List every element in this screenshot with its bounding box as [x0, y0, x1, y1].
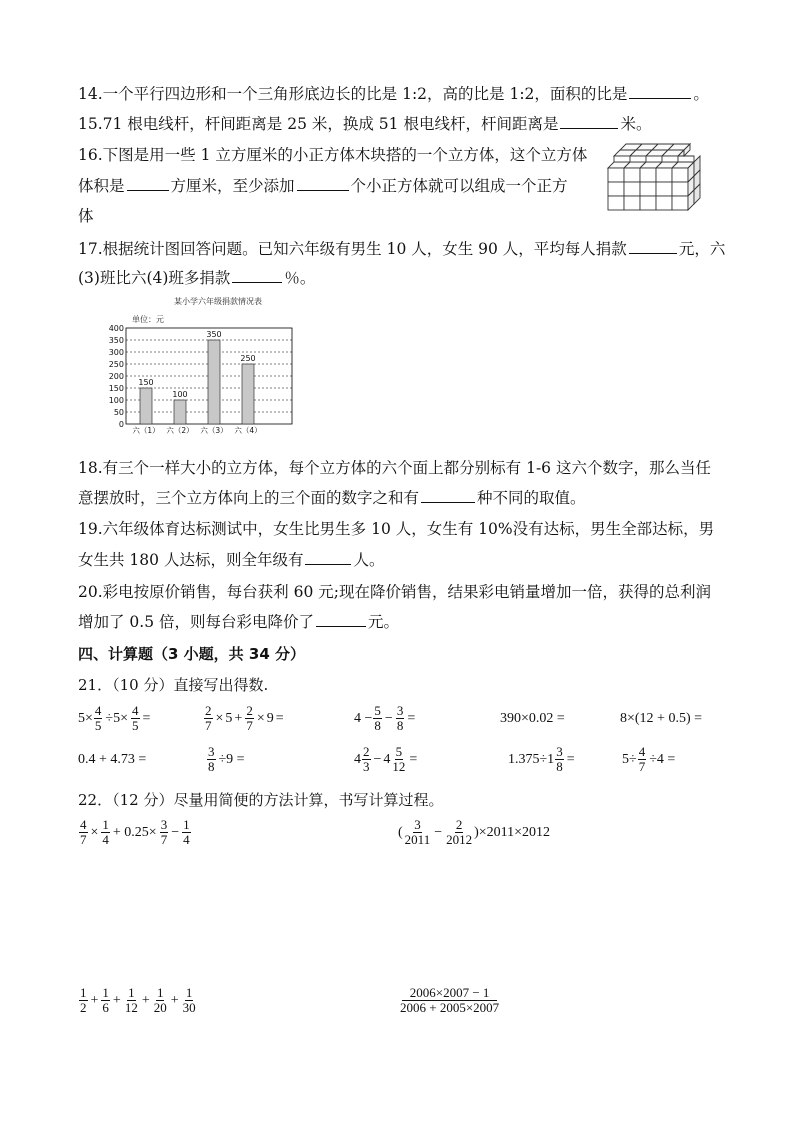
- question-16-line-2: 体积是 方厘米，至少添加 个小正方体就可以组成一个正方: [78, 177, 568, 195]
- x-tick-label: 六（2）: [166, 426, 194, 435]
- chart-title: 某小学六年级捐款情况表: [174, 297, 262, 306]
- question-18-line-1: 18.有三个一样大小的立方体，每个立方体的六个面上都分别标有 1-6 这六个数字，那么当任: [78, 459, 711, 477]
- fraction: $\frac{4}{5}$: [94, 703, 102, 733]
- fraction: $\frac{3}{8}$: [208, 744, 215, 774]
- fraction: $\frac{2}{7}$: [205, 703, 212, 733]
- answer-blank[interactable]: [560, 114, 618, 129]
- chart-bar: [174, 400, 186, 424]
- expr-22-2: ( $\frac{3}{2011}$ − $\frac{2}{2012}$ ) ×2011×2012: [398, 817, 551, 847]
- expr-22-1: $\frac{4}{7}$ × $\frac{1}{4}$ + 0.25× $\frac{3}{7}$ − $\frac{1}{4}$: [80, 817, 190, 847]
- answer-blank[interactable]: [127, 176, 169, 191]
- y-tick-label: 200: [108, 372, 124, 381]
- y-tick-label: 0: [118, 420, 124, 429]
- question-19-line-2: 女生共 180 人达标，则全年级有 人。: [78, 551, 385, 569]
- fraction: $\frac{3}{8}$: [556, 744, 563, 774]
- expr-21-5: 8×(12 + 0.5) =: [620, 711, 703, 726]
- x-tick-label: 六（3）: [200, 426, 228, 435]
- chart-bar: [140, 388, 152, 424]
- y-tick-label: 100: [108, 396, 124, 405]
- answer-blank[interactable]: [297, 176, 349, 191]
- fraction: $\frac{2006\times 2007 - 1}{2006 + 2005\times 2007}$: [400, 985, 500, 1015]
- fraction: $\frac{2}{2012}$: [446, 817, 473, 847]
- answer-blank[interactable]: [629, 239, 677, 254]
- fraction: $\frac{3}{8}$: [396, 703, 404, 733]
- y-tick-label: 350: [108, 336, 124, 345]
- answer-blank[interactable]: [316, 612, 366, 627]
- chart-unit-label: 单位：元: [132, 315, 164, 324]
- expr-21-7: $\frac{3}{8}$ ÷9 =: [208, 744, 245, 774]
- fraction: $\frac{1}{12}$: [124, 985, 138, 1015]
- y-tick-label: 50: [113, 408, 124, 417]
- fraction: $\frac{5}{12}$: [392, 744, 406, 774]
- answer-blank[interactable]: [232, 268, 282, 283]
- question-17-line-1: 17.根据统计图回答问题。已知六年级有男生 10 人，女生 90 人，平均每人捐款 元，六: [78, 240, 726, 258]
- section-4-title: 四、计算题（3 小题，共 34 分）: [78, 645, 305, 663]
- chart-bar: [242, 364, 254, 424]
- y-tick-label: 150: [108, 384, 124, 393]
- answer-blank[interactable]: [629, 84, 691, 99]
- fraction: $\frac{1}{20}$: [153, 985, 167, 1015]
- fraction: $\frac{1}{2}$: [80, 985, 87, 1015]
- fraction: $\frac{2}{3}$: [363, 744, 370, 774]
- fraction: $\frac{4}{7}$: [638, 744, 646, 774]
- bar-data-label: 250: [240, 354, 256, 363]
- fraction: $\frac{1}{4}$: [102, 817, 109, 847]
- fraction: $\frac{1}{6}$: [102, 985, 109, 1015]
- fraction: $\frac{5}{8}$: [374, 703, 381, 733]
- question-19-line-1: 19.六年级体育达标测试中，女生比男生多 10 人，女生有 10%没有达标，男生全部达标，男: [78, 520, 715, 538]
- donation-bar-chart: [96, 294, 306, 440]
- question-16-line-3: 体: [78, 207, 94, 225]
- fraction: $\frac{4}{5}$: [132, 703, 139, 733]
- expr-21-9: 1.375÷1 $\frac{3}{8}$ =: [508, 744, 575, 774]
- x-tick-label: 六（1）: [132, 426, 160, 435]
- fraction: $\frac{1}{30}$: [182, 985, 196, 1015]
- expr-22-3: $\frac{1}{2}$ + $\frac{1}{6}$ + $\frac{1}{12}$ + $\frac{1}{20}$ + $\frac{1}{30}$: [80, 985, 196, 1015]
- expr-21-3: 4 − $\frac{5}{8}$ − $\frac{3}{8}$ =: [354, 703, 416, 733]
- bar-data-label: 150: [138, 378, 154, 387]
- bar-data-label: 100: [172, 390, 188, 399]
- x-tick-label: 六（4）: [234, 426, 262, 435]
- y-tick-label: 400: [108, 324, 124, 333]
- question-21-title: 21．（10 分）直接写出得数.: [78, 676, 269, 694]
- question-18-line-2: 意摆放时，三个立方体向上的三个面的数字之和有 种不同的取值。: [78, 489, 586, 507]
- expr-22-4: [398, 986, 501, 1015]
- expr-21-1: 5× $\frac{4}{5}$ ÷5× $\frac{4}{5}$ =: [78, 703, 151, 733]
- expr-21-4: 390×0.02 =: [500, 711, 565, 726]
- fraction: $\frac{4}{7}$: [80, 817, 87, 847]
- answer-blank[interactable]: [421, 488, 475, 503]
- question-14: 14.一个平行四边形和一个三角形底边长的比是 1:2，高的比是 1:2，面积的比是 。: [78, 85, 709, 103]
- fraction: $\frac{3}{2011}$: [404, 817, 431, 847]
- expr-21-2: $\frac{2}{7}$ × 5 + $\frac{2}{7}$ × 9 =: [205, 703, 284, 733]
- fraction: $\frac{2}{7}$: [246, 703, 253, 733]
- fraction: $\frac{3}{7}$: [160, 817, 168, 847]
- expr-21-6: 0.4 + 4.73 =: [78, 752, 147, 767]
- expr-21-8: 4 $\frac{2}{3}$ − 4 $\frac{5}{12}$ =: [354, 744, 418, 774]
- bar-data-label: 350: [206, 330, 222, 339]
- question-20-line-2: 增加了 0.5 倍，则每台彩电降价了 元。: [78, 613, 400, 631]
- y-tick-label: 300: [108, 348, 124, 357]
- y-tick-label: 250: [108, 360, 124, 369]
- question-17-line-2: (3)班比六(4)班多捐款 ％。: [78, 269, 316, 287]
- answer-blank[interactable]: [305, 550, 351, 565]
- cube-stack-figure: [606, 140, 702, 216]
- question-22-title: 22．（12 分）尽量用简便的方法计算，书写计算过程。: [78, 791, 444, 809]
- chart-bar: [208, 340, 220, 424]
- fraction: $\frac{1}{4}$: [183, 817, 190, 847]
- question-15: 15.71 根电线杆，杆间距离是 25 米，换成 51 根电线杆，杆间距离是 米。: [78, 115, 652, 133]
- question-16-line-1: 16.下图是用一些 1 立方厘米的小正方体木块搭的一个立方体，这个立方体: [78, 146, 588, 164]
- question-20-line-1: 20.彩电按原价销售，每台获利 60 元;现在降价销售，结果彩电销量增加一倍，获得的总利润: [78, 583, 711, 601]
- expr-21-10: 5÷ $\frac{4}{7}$ ÷4 =: [622, 744, 676, 774]
